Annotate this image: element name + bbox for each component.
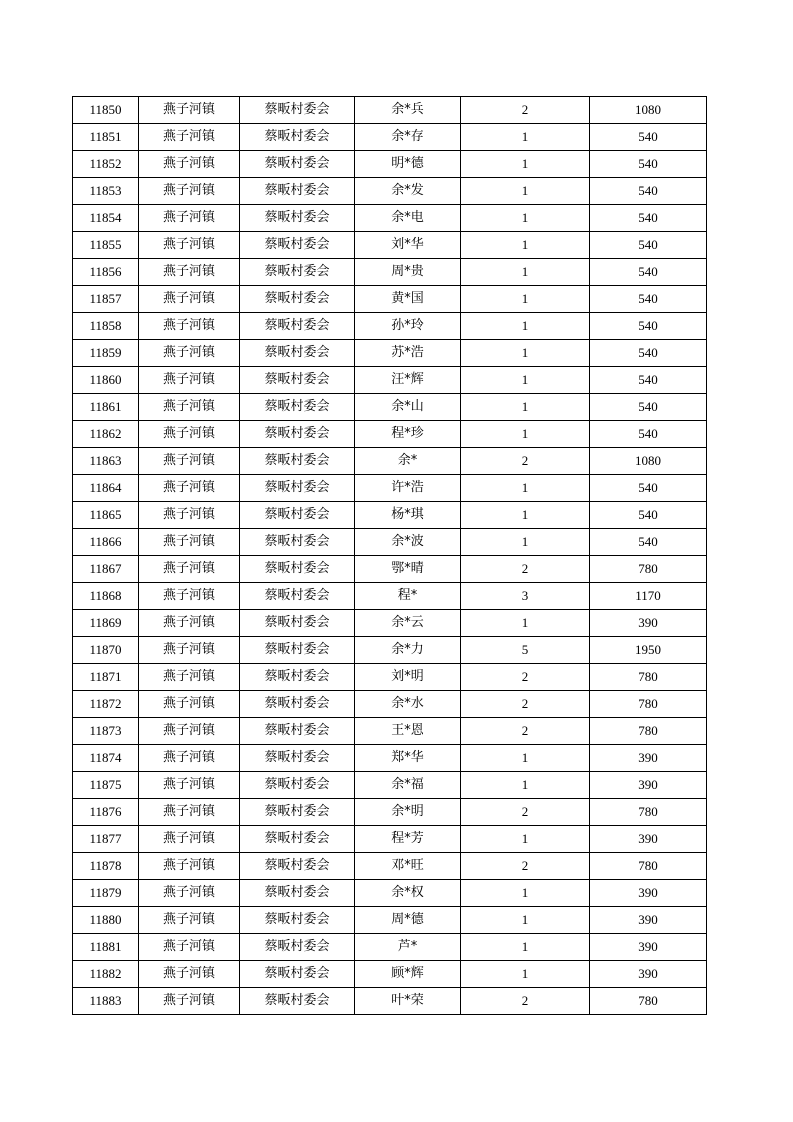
- cell-village: 蔡畈村委会: [240, 988, 355, 1015]
- table-body: [73, 97, 707, 1015]
- cell-amount: 780: [590, 691, 707, 718]
- cell-count: 1: [461, 826, 590, 853]
- table-row: [73, 907, 707, 934]
- cell-id: 11863: [73, 448, 139, 475]
- cell-id: 11860: [73, 367, 139, 394]
- cell-village: 蔡畈村委会: [240, 529, 355, 556]
- cell-count: 1: [461, 961, 590, 988]
- cell-name: 刘*明: [355, 664, 461, 691]
- cell-id: 11872: [73, 691, 139, 718]
- cell-id: 11854: [73, 205, 139, 232]
- cell-id: 11861: [73, 394, 139, 421]
- cell-count: 1: [461, 259, 590, 286]
- cell-count: 1: [461, 367, 590, 394]
- cell-amount: 1080: [590, 97, 707, 124]
- cell-id: 11866: [73, 529, 139, 556]
- cell-amount: 780: [590, 799, 707, 826]
- cell-village: 蔡畈村委会: [240, 799, 355, 826]
- table-row: [73, 286, 707, 313]
- cell-id: 11879: [73, 880, 139, 907]
- cell-village: 蔡畈村委会: [240, 610, 355, 637]
- cell-name: 余*兵: [355, 97, 461, 124]
- cell-name: 杨*琪: [355, 502, 461, 529]
- cell-village: 蔡畈村委会: [240, 934, 355, 961]
- cell-amount: 540: [590, 394, 707, 421]
- cell-amount: 780: [590, 718, 707, 745]
- table-row: [73, 529, 707, 556]
- cell-count: 1: [461, 502, 590, 529]
- cell-amount: 540: [590, 178, 707, 205]
- cell-name: 余*山: [355, 394, 461, 421]
- table-row: [73, 610, 707, 637]
- cell-name: 余*电: [355, 205, 461, 232]
- table-row: [73, 124, 707, 151]
- cell-town: 燕子河镇: [139, 448, 240, 475]
- cell-count: 2: [461, 691, 590, 718]
- cell-amount: 390: [590, 772, 707, 799]
- cell-count: 1: [461, 907, 590, 934]
- cell-count: 1: [461, 286, 590, 313]
- cell-village: 蔡畈村委会: [240, 826, 355, 853]
- cell-town: 燕子河镇: [139, 124, 240, 151]
- cell-village: 蔡畈村委会: [240, 313, 355, 340]
- table-row: [73, 421, 707, 448]
- cell-name: 程*: [355, 583, 461, 610]
- cell-name: 余*福: [355, 772, 461, 799]
- table-row: [73, 853, 707, 880]
- cell-amount: 390: [590, 934, 707, 961]
- table-row: [73, 772, 707, 799]
- cell-name: 苏*浩: [355, 340, 461, 367]
- cell-town: 燕子河镇: [139, 907, 240, 934]
- table-row: [73, 259, 707, 286]
- cell-village: 蔡畈村委会: [240, 475, 355, 502]
- cell-count: 1: [461, 151, 590, 178]
- cell-id: 11881: [73, 934, 139, 961]
- table-row: [73, 826, 707, 853]
- cell-name: 余*波: [355, 529, 461, 556]
- cell-town: 燕子河镇: [139, 610, 240, 637]
- cell-id: 11871: [73, 664, 139, 691]
- cell-id: 11877: [73, 826, 139, 853]
- cell-count: 2: [461, 853, 590, 880]
- cell-town: 燕子河镇: [139, 232, 240, 259]
- cell-id: 11852: [73, 151, 139, 178]
- cell-count: 5: [461, 637, 590, 664]
- cell-count: 1: [461, 475, 590, 502]
- cell-amount: 540: [590, 259, 707, 286]
- cell-count: 2: [461, 718, 590, 745]
- cell-village: 蔡畈村委会: [240, 853, 355, 880]
- cell-id: 11870: [73, 637, 139, 664]
- cell-name: 余*水: [355, 691, 461, 718]
- cell-name: 余*发: [355, 178, 461, 205]
- cell-amount: 540: [590, 313, 707, 340]
- cell-town: 燕子河镇: [139, 718, 240, 745]
- cell-amount: 540: [590, 367, 707, 394]
- cell-town: 燕子河镇: [139, 961, 240, 988]
- cell-town: 燕子河镇: [139, 529, 240, 556]
- cell-name: 余*权: [355, 880, 461, 907]
- cell-count: 2: [461, 799, 590, 826]
- cell-village: 蔡畈村委会: [240, 205, 355, 232]
- cell-name: 周*贵: [355, 259, 461, 286]
- cell-amount: 1170: [590, 583, 707, 610]
- cell-name: 程*珍: [355, 421, 461, 448]
- cell-village: 蔡畈村委会: [240, 556, 355, 583]
- cell-village: 蔡畈村委会: [240, 880, 355, 907]
- cell-id: 11878: [73, 853, 139, 880]
- cell-count: 1: [461, 205, 590, 232]
- cell-count: 1: [461, 394, 590, 421]
- table-row: [73, 745, 707, 772]
- cell-town: 燕子河镇: [139, 502, 240, 529]
- cell-village: 蔡畈村委会: [240, 691, 355, 718]
- table-row: [73, 178, 707, 205]
- cell-town: 燕子河镇: [139, 205, 240, 232]
- cell-town: 燕子河镇: [139, 286, 240, 313]
- cell-village: 蔡畈村委会: [240, 772, 355, 799]
- cell-amount: 390: [590, 610, 707, 637]
- cell-name: 余*力: [355, 637, 461, 664]
- cell-amount: 390: [590, 745, 707, 772]
- table-row: [73, 988, 707, 1015]
- cell-id: 11883: [73, 988, 139, 1015]
- cell-name: 王*恩: [355, 718, 461, 745]
- cell-name: 鄂*晴: [355, 556, 461, 583]
- table-row: [73, 718, 707, 745]
- table-row: [73, 934, 707, 961]
- cell-village: 蔡畈村委会: [240, 448, 355, 475]
- cell-id: 11851: [73, 124, 139, 151]
- cell-name: 明*德: [355, 151, 461, 178]
- cell-id: 11862: [73, 421, 139, 448]
- cell-id: 11857: [73, 286, 139, 313]
- cell-amount: 540: [590, 502, 707, 529]
- cell-name: 孙*玲: [355, 313, 461, 340]
- cell-town: 燕子河镇: [139, 988, 240, 1015]
- cell-village: 蔡畈村委会: [240, 907, 355, 934]
- cell-id: 11880: [73, 907, 139, 934]
- cell-id: 11859: [73, 340, 139, 367]
- cell-town: 燕子河镇: [139, 637, 240, 664]
- cell-name: 周*德: [355, 907, 461, 934]
- cell-town: 燕子河镇: [139, 826, 240, 853]
- table-row: [73, 97, 707, 124]
- table-row: [73, 664, 707, 691]
- table-row: [73, 448, 707, 475]
- cell-village: 蔡畈村委会: [240, 583, 355, 610]
- cell-id: 11858: [73, 313, 139, 340]
- cell-count: 2: [461, 448, 590, 475]
- cell-id: 11856: [73, 259, 139, 286]
- table-row: [73, 394, 707, 421]
- cell-village: 蔡畈村委会: [240, 394, 355, 421]
- table-row: [73, 475, 707, 502]
- cell-village: 蔡畈村委会: [240, 664, 355, 691]
- cell-amount: 540: [590, 151, 707, 178]
- cell-amount: 540: [590, 340, 707, 367]
- cell-name: 叶*荣: [355, 988, 461, 1015]
- cell-count: 1: [461, 610, 590, 637]
- cell-count: 1: [461, 529, 590, 556]
- cell-name: 黄*国: [355, 286, 461, 313]
- table-row: [73, 232, 707, 259]
- cell-id: 11875: [73, 772, 139, 799]
- table-row: [73, 367, 707, 394]
- cell-count: 1: [461, 745, 590, 772]
- cell-name: 余*: [355, 448, 461, 475]
- cell-name: 余*明: [355, 799, 461, 826]
- table-row: [73, 961, 707, 988]
- cell-amount: 540: [590, 421, 707, 448]
- cell-town: 燕子河镇: [139, 340, 240, 367]
- cell-village: 蔡畈村委会: [240, 961, 355, 988]
- cell-count: 2: [461, 97, 590, 124]
- cell-name: 邓*旺: [355, 853, 461, 880]
- cell-amount: 390: [590, 907, 707, 934]
- cell-count: 1: [461, 934, 590, 961]
- cell-town: 燕子河镇: [139, 97, 240, 124]
- cell-town: 燕子河镇: [139, 664, 240, 691]
- cell-name: 余*存: [355, 124, 461, 151]
- cell-amount: 1950: [590, 637, 707, 664]
- cell-village: 蔡畈村委会: [240, 421, 355, 448]
- cell-amount: 540: [590, 475, 707, 502]
- cell-id: 11855: [73, 232, 139, 259]
- cell-amount: 540: [590, 286, 707, 313]
- cell-id: 11850: [73, 97, 139, 124]
- cell-village: 蔡畈村委会: [240, 745, 355, 772]
- cell-count: 1: [461, 340, 590, 367]
- cell-amount: 780: [590, 556, 707, 583]
- cell-town: 燕子河镇: [139, 475, 240, 502]
- cell-town: 燕子河镇: [139, 880, 240, 907]
- cell-town: 燕子河镇: [139, 583, 240, 610]
- cell-amount: 780: [590, 853, 707, 880]
- cell-town: 燕子河镇: [139, 934, 240, 961]
- cell-count: 1: [461, 178, 590, 205]
- cell-village: 蔡畈村委会: [240, 367, 355, 394]
- cell-count: 1: [461, 772, 590, 799]
- cell-village: 蔡畈村委会: [240, 178, 355, 205]
- cell-town: 燕子河镇: [139, 772, 240, 799]
- cell-village: 蔡畈村委会: [240, 232, 355, 259]
- table-row: [73, 340, 707, 367]
- cell-count: 3: [461, 583, 590, 610]
- cell-name: 芦*: [355, 934, 461, 961]
- cell-id: 11882: [73, 961, 139, 988]
- cell-count: 2: [461, 664, 590, 691]
- cell-count: 2: [461, 556, 590, 583]
- table-row: [73, 502, 707, 529]
- table-row: [73, 151, 707, 178]
- cell-id: 11873: [73, 718, 139, 745]
- table-row: [73, 799, 707, 826]
- cell-amount: 540: [590, 205, 707, 232]
- cell-id: 11874: [73, 745, 139, 772]
- cell-village: 蔡畈村委会: [240, 151, 355, 178]
- table-row: [73, 583, 707, 610]
- data-table: [72, 96, 707, 1015]
- cell-count: 2: [461, 988, 590, 1015]
- cell-village: 蔡畈村委会: [240, 97, 355, 124]
- cell-name: 郑*华: [355, 745, 461, 772]
- cell-town: 燕子河镇: [139, 313, 240, 340]
- table-row: [73, 637, 707, 664]
- table-row: [73, 556, 707, 583]
- cell-village: 蔡畈村委会: [240, 259, 355, 286]
- cell-name: 程*芳: [355, 826, 461, 853]
- cell-amount: 780: [590, 988, 707, 1015]
- cell-count: 1: [461, 880, 590, 907]
- cell-name: 汪*辉: [355, 367, 461, 394]
- cell-name: 许*浩: [355, 475, 461, 502]
- cell-name: 刘*华: [355, 232, 461, 259]
- cell-amount: 390: [590, 961, 707, 988]
- cell-name: 余*云: [355, 610, 461, 637]
- cell-amount: 390: [590, 826, 707, 853]
- cell-count: 1: [461, 421, 590, 448]
- table-row: [73, 205, 707, 232]
- cell-town: 燕子河镇: [139, 556, 240, 583]
- cell-town: 燕子河镇: [139, 151, 240, 178]
- cell-village: 蔡畈村委会: [240, 718, 355, 745]
- cell-village: 蔡畈村委会: [240, 637, 355, 664]
- table-row: [73, 880, 707, 907]
- table-row: [73, 313, 707, 340]
- cell-count: 1: [461, 313, 590, 340]
- cell-village: 蔡畈村委会: [240, 340, 355, 367]
- cell-village: 蔡畈村委会: [240, 502, 355, 529]
- cell-count: 1: [461, 124, 590, 151]
- cell-village: 蔡畈村委会: [240, 286, 355, 313]
- cell-town: 燕子河镇: [139, 799, 240, 826]
- cell-count: 1: [461, 232, 590, 259]
- cell-id: 11868: [73, 583, 139, 610]
- cell-town: 燕子河镇: [139, 421, 240, 448]
- cell-town: 燕子河镇: [139, 259, 240, 286]
- cell-town: 燕子河镇: [139, 853, 240, 880]
- cell-amount: 540: [590, 232, 707, 259]
- cell-town: 燕子河镇: [139, 691, 240, 718]
- cell-town: 燕子河镇: [139, 178, 240, 205]
- cell-village: 蔡畈村委会: [240, 124, 355, 151]
- cell-amount: 780: [590, 664, 707, 691]
- table-row: [73, 691, 707, 718]
- cell-id: 11864: [73, 475, 139, 502]
- cell-amount: 540: [590, 529, 707, 556]
- cell-amount: 540: [590, 124, 707, 151]
- cell-town: 燕子河镇: [139, 394, 240, 421]
- cell-id: 11867: [73, 556, 139, 583]
- cell-name: 顾*辉: [355, 961, 461, 988]
- cell-id: 11853: [73, 178, 139, 205]
- cell-id: 11876: [73, 799, 139, 826]
- cell-id: 11869: [73, 610, 139, 637]
- cell-town: 燕子河镇: [139, 367, 240, 394]
- cell-amount: 1080: [590, 448, 707, 475]
- cell-town: 燕子河镇: [139, 745, 240, 772]
- cell-id: 11865: [73, 502, 139, 529]
- cell-amount: 390: [590, 880, 707, 907]
